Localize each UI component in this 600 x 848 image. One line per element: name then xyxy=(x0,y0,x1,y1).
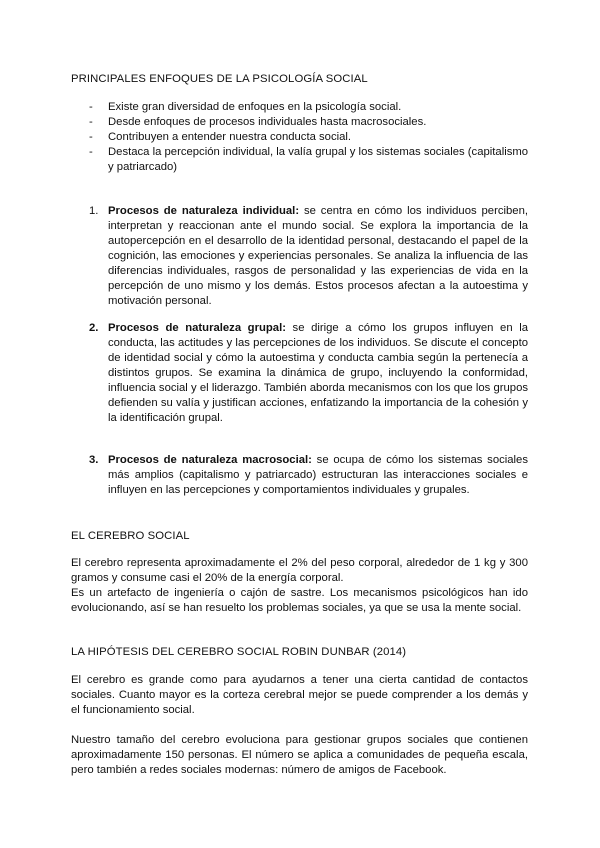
list-item xyxy=(89,100,534,115)
paragraph: El cerebro es grande como para ayudarnos a tener una cierta cantidad de contactos sociales. Cuanto mayor es la corteza cerebral mejor se puede comprender a los demás y el funcionamiento social. xyxy=(71,674,528,716)
bullet-list xyxy=(89,100,534,175)
numbered-item-macrosocial xyxy=(89,453,528,498)
paragraph: El cerebro representa aproximadamente el 2% del peso corporal, alrededor de 1 kg y 300 gramos y consume casi el 20% de la energía corporal. xyxy=(71,557,528,584)
list-item xyxy=(89,130,534,145)
paragraph: Nuestro tamaño del cerebro evoluciona para gestionar grupos sociales que contienen aproximadamente 150 personas. El número se aplica a comunidades de pequeña escala, pero también a redes sociales modernas: número de amigos de Facebook. xyxy=(71,734,528,776)
item-number: 2. xyxy=(89,322,99,334)
item-term: Procesos de naturaleza grupal: xyxy=(108,322,286,334)
numbered-item-grupal xyxy=(89,321,528,426)
item-number: 3. xyxy=(89,454,99,466)
bullet-marker: - xyxy=(89,131,93,143)
list-item xyxy=(89,145,534,175)
item-term: Procesos de naturaleza macrosocial: xyxy=(108,454,312,466)
list-item xyxy=(89,115,534,130)
item-text: se centra en cómo los individuos perciben, interpretan y reaccionan ante el mundo social. Se explora la importancia de la autopercepción en el desarrollo de la identidad personal, destacando el papel de la cognición, las emociones y experiencias personales. Se analiza la influencia de las diferencias individuales, rasgos de personalidad y las experiencias de vida en la percepción de uno mismo y los demás. Estos procesos afectan a la autoestima y motivación personal. xyxy=(108,205,528,307)
bullet-marker: - xyxy=(89,101,93,113)
bullet-marker: - xyxy=(89,116,93,128)
section-title-enfoques: PRINCIPALES ENFOQUES DE LA PSICOLOGÍA SOCIAL xyxy=(71,73,368,85)
item-term: Procesos de naturaleza individual: xyxy=(108,205,300,217)
numbered-item-individual xyxy=(89,204,528,309)
bullet-text: Desde enfoques de procesos individuales hasta macrosociales. xyxy=(108,116,427,128)
section-title-cerebro: EL CEREBRO SOCIAL xyxy=(71,530,190,542)
item-number: 1. xyxy=(89,205,99,217)
bullet-text: Destaca la percepción individual, la valía grupal y los sistemas sociales (capitalismo y patriarcado) xyxy=(108,146,529,173)
item-text: se ocupa de cómo los sistemas sociales más amplios (capitalismo y patriarcado) estructuran las interacciones sociales e influyen en las percepciones y comportamientos individuales y grupales. xyxy=(108,454,528,496)
paragraph: Es un artefacto de ingeniería o cajón de sastre. Los mecanismos psicológicos han ido evolucionando, así se han resuelto los problemas sociales, ya que se usa la mente social. xyxy=(71,587,528,614)
bullet-text: Existe gran diversidad de enfoques en la psicología social. xyxy=(108,101,402,113)
section-title-hipotesis: LA HIPÓTESIS DEL CEREBRO SOCIAL ROBIN DUNBAR (2014) xyxy=(71,646,407,658)
bullet-text: Contribuyen a entender nuestra conducta social. xyxy=(108,131,352,143)
item-text: se dirige a cómo los grupos influyen en la conducta, las actitudes y las percepciones de los individuos. Se discute el concepto de identidad social y cómo la autoestima y conducta cambia según la pertenecía a distintos grupos. Se examina la dinámica de grupo, incluyendo la conformidad, influencia social y el liderazgo. También aborda mecanismos con los que los grupos defienden su valía y justifican acciones, enfatizando la importancia de la cohesión y la identificación grupal. xyxy=(108,322,528,424)
bullet-marker: - xyxy=(89,146,93,158)
